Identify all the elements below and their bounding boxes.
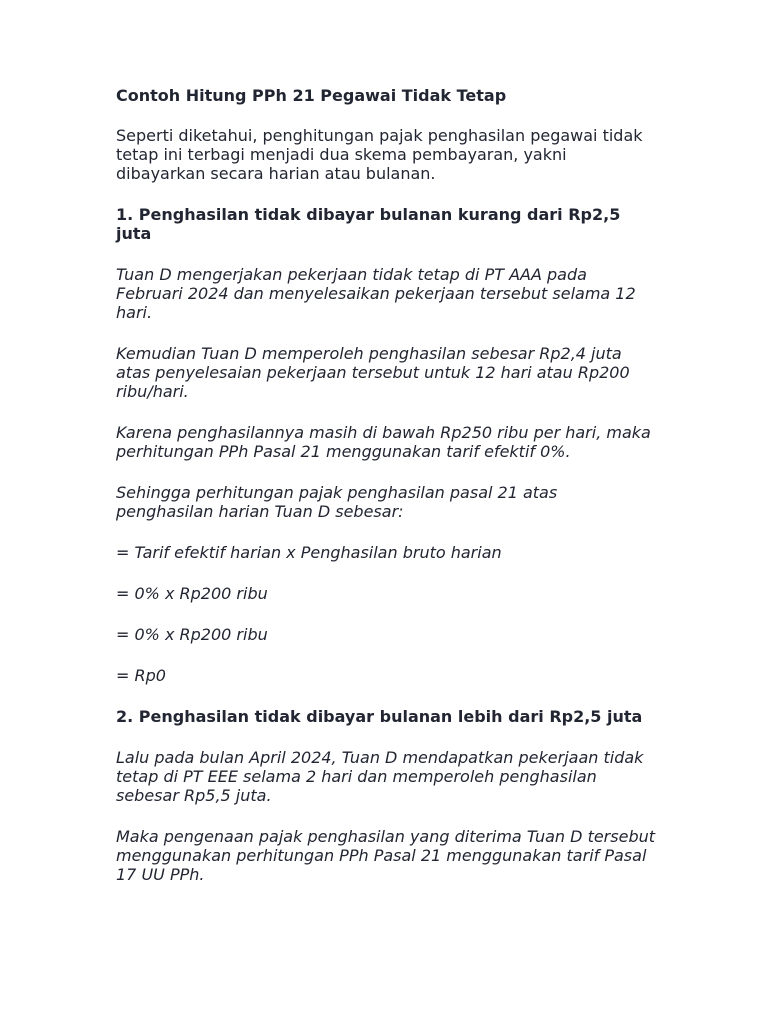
section-1-paragraph-1: Tuan D mengerjakan pekerjaan tidak tetap di PT AAA pada Februari 2024 dan menyelesaikan pekerjaan tersebut selama 12 hari. [116,265,636,322]
section-1-heading: 1. Penghasilan tidak dibayar bulanan kurang dari Rp2,5 juta [116,205,621,243]
section-2-heading: 2. Penghasilan tidak dibayar bulanan lebih dari Rp2,5 juta [116,707,643,726]
equation-line-4 [116,666,656,685]
section-1-paragraph-2: Kemudian Tuan D memperoleh penghasilan sebesar Rp2,4 juta atas penyelesaian pekerjaan tersebut untuk 12 hari atau Rp200 ribu/hari. [116,344,630,401]
document-title: Contoh Hitung PPh 21 Pegawai Tidak Tetap [116,86,507,105]
equation-text: 0% x Rp200 ribu [134,584,268,603]
document-page [116,86,656,906]
section-2-paragraph-1: Lalu pada bulan April 2024, Tuan D mendapatkan pekerjaan tidak tetap di PT EEE selama 2 hari dan memperoleh penghasilan sebesar Rp5,5 juta. [116,748,644,805]
equals-sign: = [116,625,130,644]
equation-line-1 [116,543,656,562]
equals-sign: = [116,543,130,562]
equation-line-3 [116,625,656,644]
equation-text: 0% x Rp200 ribu [134,625,268,644]
intro-paragraph: Seperti diketahui, penghitungan pajak penghasilan pegawai tidak tetap ini terbagi menjadi dua skema pembayaran, yakni dibayarkan secara harian atau bulanan. [116,126,643,183]
section-1-paragraph-4: Sehingga perhitungan pajak penghasilan pasal 21 atas penghasilan harian Tuan D sebesar: [116,483,558,521]
equation-text: Rp0 [134,666,166,685]
section-2-paragraph-2: Maka pengenaan pajak penghasilan yang diterima Tuan D tersebut menggunakan perhitungan PPh Pasal 21 menggunakan tarif Pasal 17 UU PPh. [116,827,656,884]
equals-sign: = [116,666,130,685]
equation-line-2 [116,584,656,603]
equals-sign: = [116,584,130,603]
section-1-paragraph-3: Karena penghasilannya masih di bawah Rp250 ribu per hari, maka perhitungan PPh Pasal 21 menggunakan tarif efektif 0%. [116,423,651,461]
equation-text: Tarif efektif harian x Penghasilan bruto harian [134,543,502,562]
